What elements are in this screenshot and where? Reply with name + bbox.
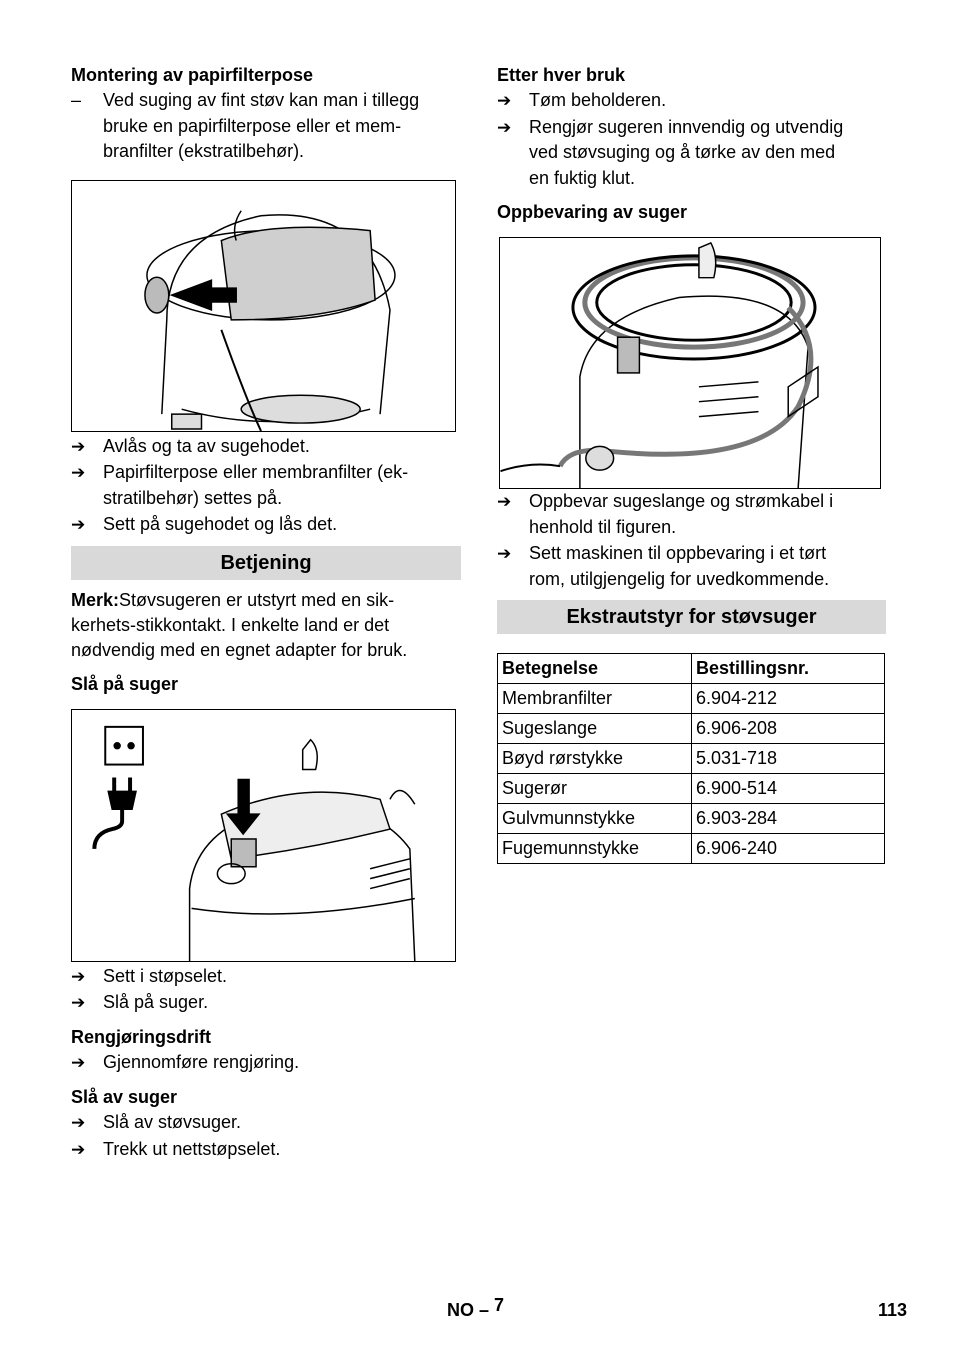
step-line: Rengjør sugeren innvendig og utvendig [529,116,844,137]
table-row [498,774,885,804]
arrow-icon: ➔ [71,1139,86,1159]
step-line: Papirfilterpose eller membranfilter (ek- [103,462,409,482]
step-line: Oppbevar sugeslange og strømkabel i [529,491,834,511]
dash-marker: – [71,90,82,110]
footer-lang [447,1295,505,1321]
note-line-2: kerhets-stikkontakt. I enkelte land er det [71,614,390,635]
step-line: stratilbehør) settes på. [103,487,283,508]
step-filter-3 [71,512,461,538]
step-sla-av-1 [71,1110,461,1136]
heading-sla-av: Slå av suger [71,1087,178,1107]
right-column [497,62,886,864]
step-etter-2 [497,115,886,192]
steps-filter [71,434,461,538]
arrow-icon: ➔ [71,966,86,986]
step-line: Sett på sugehodet og lås det. [103,514,338,534]
footer-page-number: 113 [878,1300,908,1320]
arrow-icon: ➔ [497,544,512,563]
step-line: Sett maskinen til oppbevaring i et tørt [529,543,827,563]
filter-bag-illustration [72,181,455,431]
steps-sla-pa [71,964,461,1016]
table-row [498,684,885,714]
step-line: Slå på suger. [103,992,209,1012]
dash-line-1: Ved suging av fint støv kan man i tillegg [103,90,420,110]
arrow-icon: ➔ [71,1113,86,1132]
table-cell: 6.904-212 [692,684,885,714]
step-line: Sett i støpselet. [103,965,228,986]
step-sla-pa-2 [71,990,461,1016]
step-rengjoring-1 [71,1050,461,1076]
table-cell: 6.900-514 [692,774,885,804]
figure-filter-bag [71,180,456,432]
step-line: ved støvsuging og å tørke av den med [529,142,836,162]
heading-rengjoring: Rengjøringsdrift [71,1026,211,1047]
arrow-icon: ➔ [71,515,86,534]
step-sla-av-2 [71,1137,461,1163]
footer-dash: – [479,1300,490,1320]
arrow-icon: ➔ [71,1052,86,1072]
step-oppbevaring-2 [497,541,886,592]
step-line: Gjennomføre rengjøring. [103,1051,300,1072]
figure-storage [499,237,881,489]
arrow-icon: ➔ [497,492,512,511]
step-sla-pa-1 [71,964,461,990]
step-line: Slå av støvsuger. [103,1112,242,1132]
table-cell: Fugemunnstykke [498,834,692,864]
switch-on-illustration [72,710,455,961]
column-header: Betegnelse [498,654,692,684]
step-oppbevaring-1 [497,489,886,540]
heading-sla-pa: Slå på suger [71,673,179,694]
table-cell: 5.031-718 [692,744,885,774]
column-header: Bestillingsnr. [692,654,885,684]
table-row [498,834,885,864]
table-cell: Sugeslange [498,714,692,744]
arrow-icon: ➔ [497,91,512,110]
heading-etter: Etter hver bruk [497,65,626,85]
footer-page-sub: 7 [494,1295,505,1315]
note-line-3: nødvendig med en egnet adapter for bruk. [71,639,408,660]
heading-montering: Montering av papirfilterpose [71,65,314,85]
dash-paragraph [71,88,461,165]
table-cell: Bøyd rørstykke [498,744,692,774]
table-cell: 6.906-240 [692,834,885,864]
step-filter-1 [71,434,461,460]
step-line: rom, utilgjengelig for uvedkommende. [529,568,830,589]
note-line-1: Støvsugeren er utstyrt med en sik- [119,589,395,610]
step-line: Trekk ut nettstøpselet. [103,1138,281,1159]
section-band-betjening: Betjening [71,546,461,580]
arrow-icon: ➔ [497,117,512,137]
dash-line-2: bruke en papirfilterpose eller et mem- [103,115,402,136]
table-header-row [498,654,885,684]
heading-oppbevaring: Oppbevaring av suger [497,202,688,222]
table-cell: Gulvmunnstykke [498,804,692,834]
table-row [498,714,885,744]
table-row [498,804,885,834]
accessories-table [497,653,885,864]
table-cell: 6.906-208 [692,714,885,744]
storage-illustration [500,238,880,488]
step-line: Tøm beholderen. [529,90,667,110]
step-line: Avlås og ta av sugehodet. [103,435,310,456]
step-line: en fuktig klut. [529,167,636,188]
figure-switch-on [71,709,456,962]
arrow-icon: ➔ [71,993,86,1012]
arrow-icon: ➔ [71,436,86,456]
step-filter-2 [71,460,461,511]
note-label: Merk: [71,589,120,610]
note-paragraph [71,588,461,663]
footer-lang-code: NO [447,1300,474,1320]
step-line: henhold til figuren. [529,516,677,537]
dash-line-3: branfilter (ekstratilbehør). [103,141,305,161]
table-row [498,744,885,774]
table-cell: Sugerør [498,774,692,804]
arrow-icon: ➔ [71,463,86,482]
step-etter-1 [497,88,886,114]
table-cell: 6.903-284 [692,804,885,834]
table-cell: Membranfilter [498,684,692,714]
section-band-ekstrautstyr: Ekstrautstyr for støvsuger [497,600,886,634]
left-column [71,62,461,1162]
